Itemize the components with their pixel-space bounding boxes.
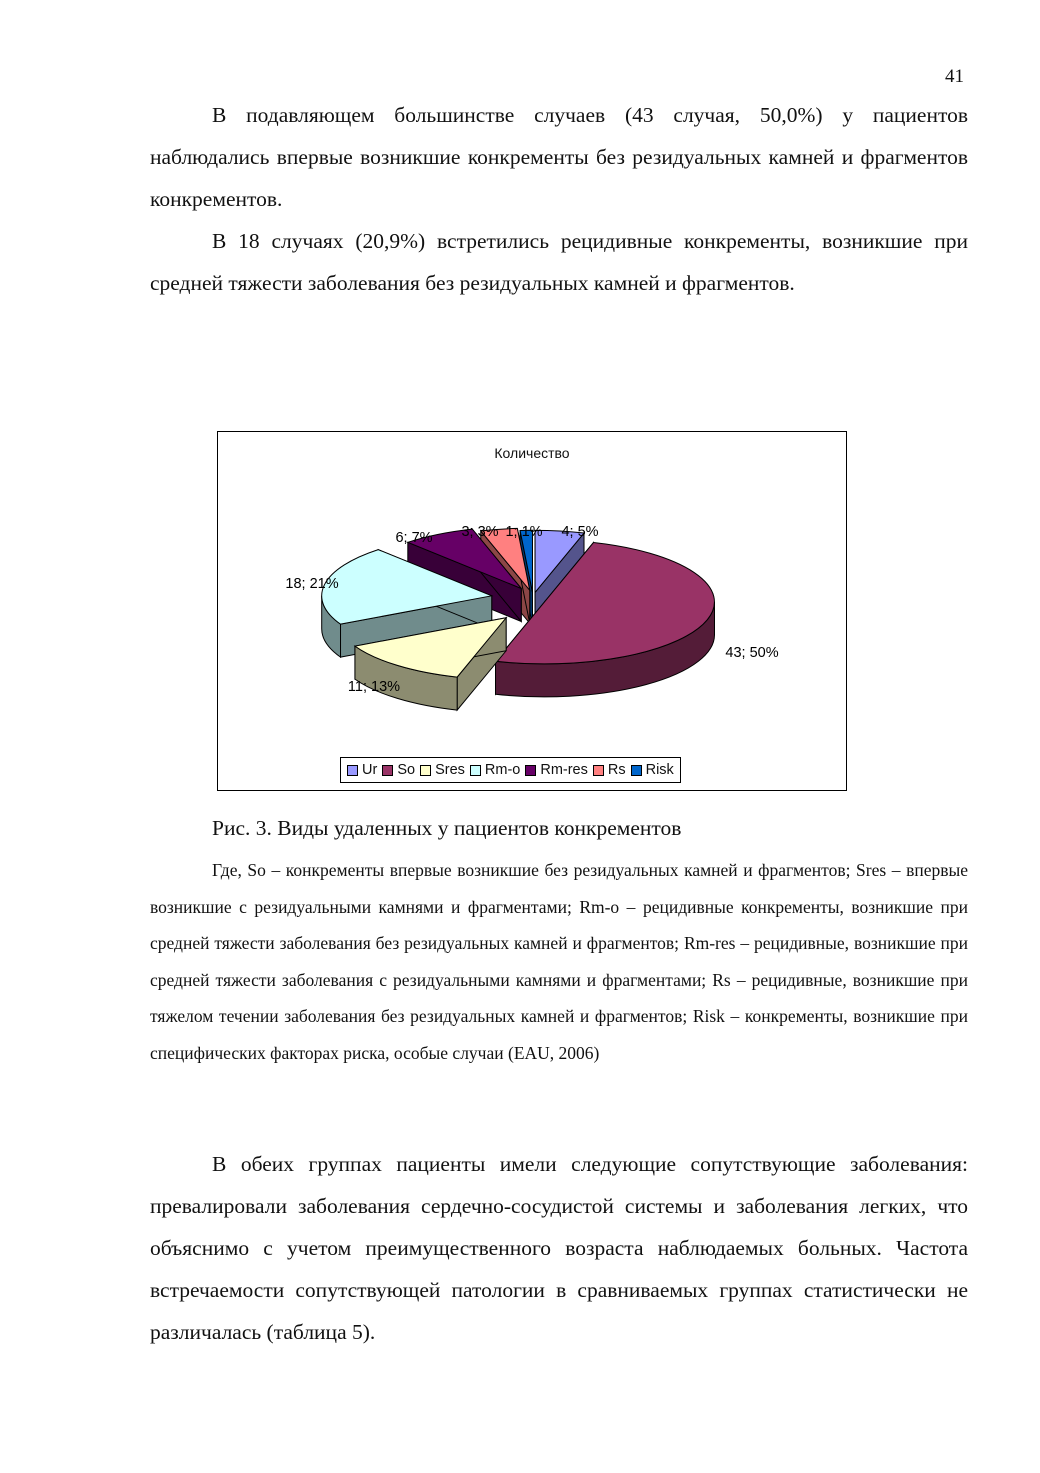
paragraph-1: В подавляющем большинстве случаев (43 случая, 50,0%) у пациентов наблюдались впервые возникшие конкременты без резидуальных камней и фрагментов конкрементов. [150, 103, 968, 211]
data-label-rm-o: 18; 21% [285, 576, 339, 592]
legend-label: Risk [645, 762, 674, 778]
legend-swatch [525, 765, 536, 776]
legend-swatch [382, 765, 393, 776]
data-label-sres: 11; 13% [347, 679, 401, 695]
legend-swatch [593, 765, 604, 776]
paragraph-3: В обеих группах пациенты имели следующие сопутствующие заболевания: превалировали заболевания сердечно-сосудистой системы и заболевания легких, что объяснимо с учетом преимущественного возраста наблюдаемых больных. Частота встречаемости сопутствующей патологии в сравниваемых группах статистически не различалась (таблица 5). [150, 1152, 968, 1344]
legend-swatch [420, 765, 431, 776]
pie-chart-canvas [218, 432, 848, 792]
data-label-so: 43; 50% [725, 645, 779, 661]
legend-label: Rm-res [540, 762, 588, 778]
pie-chart [217, 431, 847, 791]
legend-item-sres [420, 762, 465, 778]
data-label-risk: 1; 1% [505, 524, 543, 540]
figure-caption: Рис. 3. Виды удаленных у пациентов конкрементов [212, 816, 682, 840]
data-label-rs: 3; 3% [461, 524, 499, 540]
page-number: 41 [945, 66, 964, 87]
legend-item-so [382, 762, 415, 778]
legend-item-rs [593, 762, 626, 778]
chart-title: Количество [494, 445, 570, 461]
legend-swatch [470, 765, 481, 776]
legend-label: Sres [435, 762, 465, 778]
chart-legend [340, 757, 681, 783]
data-label-ur: 4; 5% [561, 524, 599, 540]
legend-item-rm-o [470, 762, 520, 778]
legend-label: Rm-o [484, 762, 521, 778]
data-label-rm-res: 6; 7% [395, 530, 433, 546]
legend-label: So [397, 762, 416, 778]
legend-item-risk [631, 762, 674, 778]
legend-item-rm-res [525, 762, 588, 778]
legend-label: Rs [607, 762, 626, 778]
legend-swatch [347, 765, 358, 776]
legend-item-ur [347, 762, 377, 778]
paragraph-2: В 18 случаях (20,9%) встретились рецидивные конкременты, возникшие при средней тяжести заболевания без резидуальных камней и фрагментов. [150, 229, 968, 295]
legend-swatch [631, 765, 642, 776]
figure-note: Где, So – конкременты впервые возникшие без резидуальных камней и фрагментов; Sres – впервые возникшие с резидуальными камнями и фрагментами; Rm-o – рецидивные конкременты, возникшие при средней тяжести заболевания без резидуальных камней и фрагментов; Rm-res – рецидивные, возникшие при средней тяжести заболевания с резидуальными камнями и фрагментами; Rs – рецидивные, возникшие при тяжелом течении заболевания без резидуальных камней и фрагментов; Risk – конкременты, возникшие при специфических факторах риска, особые случаи (EAU, 2006) [150, 860, 968, 1063]
legend-label: Ur [362, 762, 378, 778]
